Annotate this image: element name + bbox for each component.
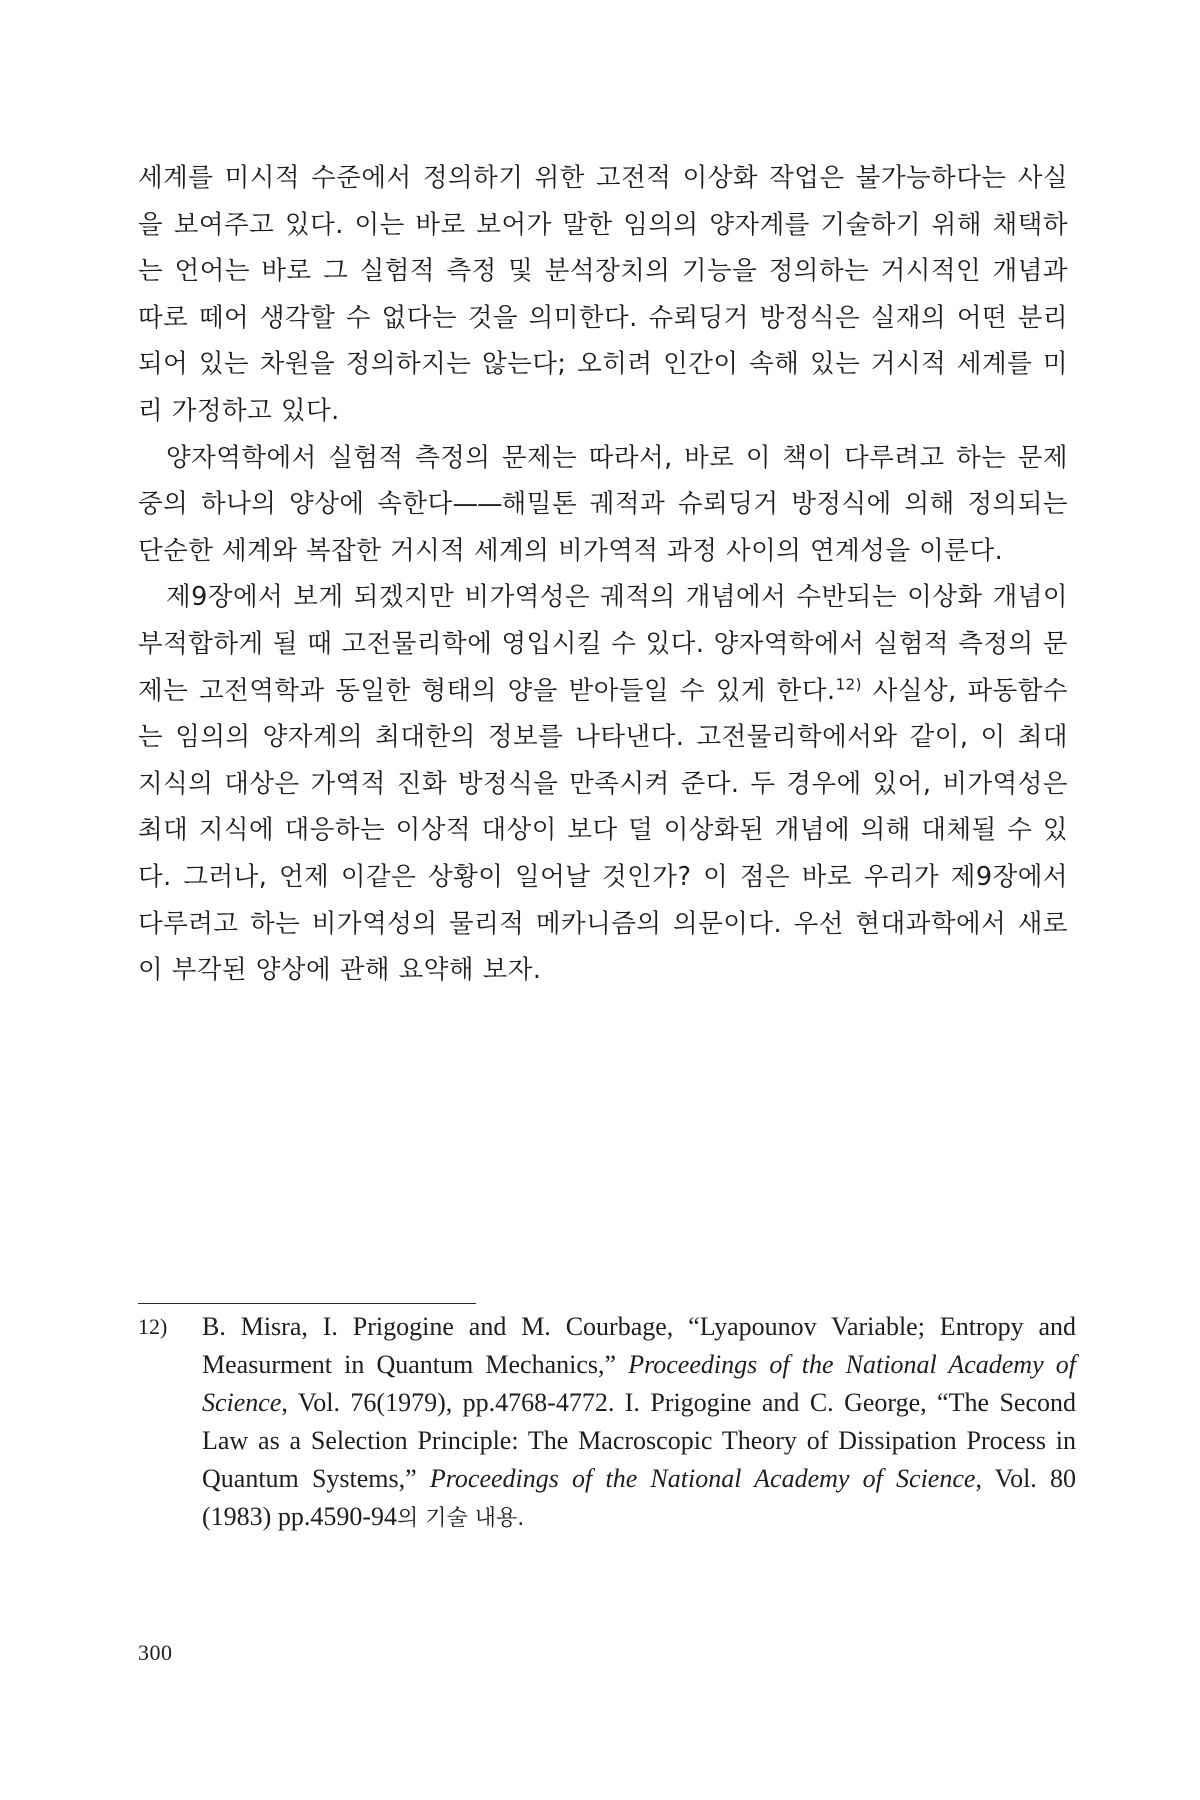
main-text (138, 155, 1068, 994)
paragraph-3 (138, 574, 1068, 993)
footnote-separator (138, 1303, 476, 1304)
footnote-12 (138, 1308, 1076, 1538)
paragraph-2 (138, 435, 1068, 575)
footnote-body (202, 1308, 1076, 1538)
paragraph-3-text-after: 사실상, 파동함수는 임의의 양자계의 최대한의 정보를 나타낸다. 고전물리학에서와 같이, 이 최대 지식의 대상은 가역적 진화 방정식을 만족시켜 준다. 두 경우에 있어, 비가역성은 최대 지식에 대응하는 이상적 대상이 보다 덜 이상화된 개념에 의해 대체될 수 있다. 그러나, 언제 이같은 상황이 일어날 것인가? 이 점은 바로 우리가 제9장에서 다루려고 하는 비가역성의 물리적 메카니즘의 의문이다. 우선 현대과학에서 새로이 부각된 양상에 관해 요약해 보자. (138, 675, 1068, 986)
paragraph-2-text-before: 양자역학에서 실험적 측정의 문제는 따라서, 바로 이 책이 다루려고 하는 문제 중의 하나의 양상에 속한다 (138, 442, 1068, 520)
em-dash: —— (452, 489, 502, 520)
paragraph-2-text-after: 해밀톤 궤적과 슈뢰딩거 방정식에 의해 정의되는 단순한 세계와 복잡한 거시적 세계의 비가역적 과정 사이의 연계성을 이룬다. (138, 489, 1068, 566)
page-number: 300 (138, 1640, 173, 1665)
footnote-korean-suffix: 의 기술 내용. (396, 1506, 525, 1531)
paragraph-1: 세계를 미시적 수준에서 정의하기 위한 고전적 이상화 작업은 불가능하다는 사실을 보여주고 있다. 이는 바로 보어가 말한 임의의 양자계를 기술하기 위해 채택하는 언어는 바로 그 실험적 측정 및 분석장치의 기능을 정의하는 거시적인 개념과 따로 떼어 생각할 수 없다는 것을 의미한다. 슈뢰딩거 방정식은 실재의 어떤 분리되어 있는 차원을 정의하지는 않는다; 오히려 인간이 속해 있는 거시적 세계를 미리 가정하고 있다. (138, 163, 1068, 426)
footnote-journal-2: Proceedings of the National Academy of Science (429, 1464, 976, 1493)
footnote-citation-2: , Vol. 76(1979), pp.4768-4772. I. Prigogine and C. George, “The Second Law as a Selection Principle: The Macroscopic Theory of Dissipation Process in Quantum Systems,” (202, 1388, 1076, 1493)
footnote-citation-1: B. Misra, I. Prigogine and M. Courbage, “Lyapounov Variable; Entropy and Measurment in Quantum Mechanics,” (202, 1312, 1076, 1379)
footnote-journal-1: Proceedings of the National Academy of Science (202, 1350, 1077, 1417)
footnote-citation-3: , Vol. 80 (1983) pp.4590-94 (202, 1464, 1076, 1531)
paragraph-3-text-before: 제9장에서 보게 되겠지만 비가역성은 궤적의 개념에서 수반되는 이상화 개념이 부적합하게 될 때 고전물리학에 영입시킬 수 있다. 양자역학에서 실험적 측정의 문제는 고전역학과 동일한 형태의 양을 받아들일 수 있게 한다. (138, 582, 1068, 706)
footnote-reference: 12) (835, 675, 863, 694)
footnote-number: 12) (138, 1314, 168, 1339)
